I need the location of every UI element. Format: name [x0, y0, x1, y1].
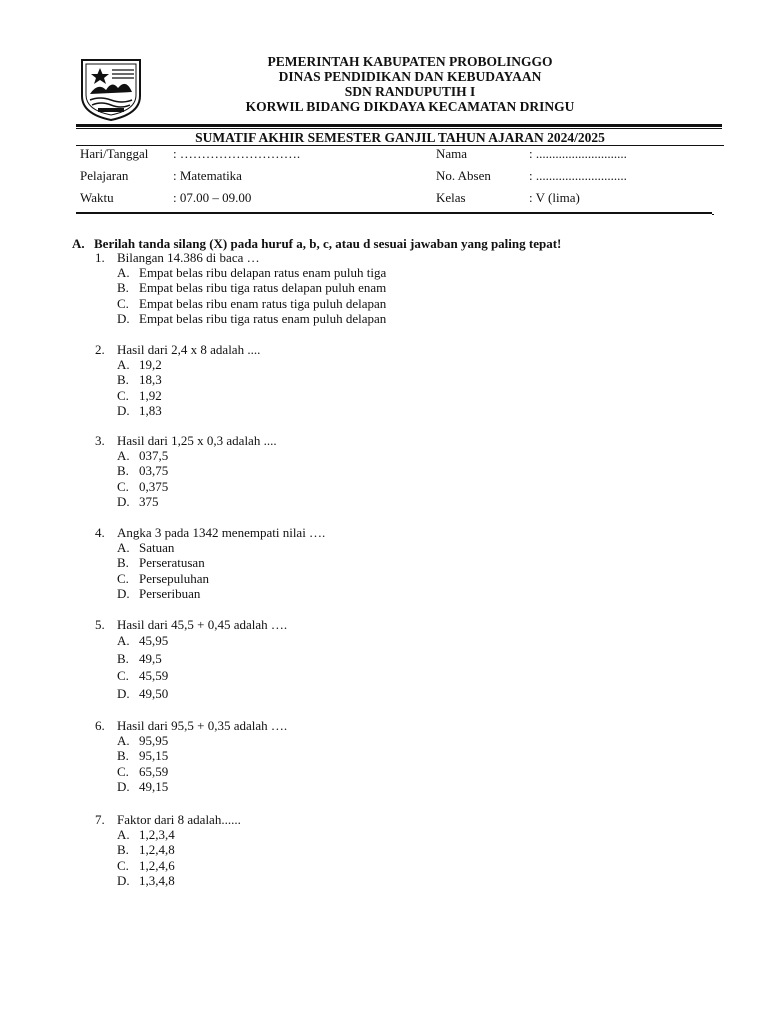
- answer-option: [117, 842, 241, 857]
- option-text: Empat belas ribu delapan ratus enam puluh tiga: [139, 265, 387, 280]
- option-text: 45,95: [139, 633, 169, 648]
- answer-option: [117, 667, 287, 685]
- option-letter: C.: [117, 668, 129, 683]
- letterhead-divider-thick: [76, 124, 722, 127]
- option-text: Perseratusan: [139, 555, 205, 571]
- answer-options: [117, 540, 325, 602]
- answer-option: [117, 540, 325, 555]
- option-text: 1,2,4,8: [139, 842, 175, 858]
- option-letter: A.: [117, 633, 130, 648]
- option-letter: D.: [117, 494, 130, 510]
- answer-option: [117, 463, 277, 478]
- option-text: 1,2,4,6: [139, 857, 175, 873]
- option-text: Perseribuan: [139, 586, 201, 602]
- option-text: Satuan: [139, 540, 175, 555]
- option-text: 037,5: [139, 448, 169, 463]
- class-label: Kelas: [436, 190, 466, 205]
- letterhead-divider-thin: [76, 128, 722, 129]
- section-text: Berilah tanda silang (X) pada huruf a, b, c, atau d sesuai jawaban yang paling tepat!: [94, 236, 562, 251]
- question-text: Hasil dari 2,4 x 8 adalah ....: [117, 342, 261, 357]
- option-letter: A.: [117, 827, 130, 842]
- answer-option: [117, 311, 386, 326]
- name-label: Nama: [436, 146, 468, 161]
- question-text: Faktor dari 8 adalah......: [117, 812, 241, 827]
- header-line-department: DINAS PENDIDIKAN DAN KEBUDAYAAN: [278, 69, 542, 84]
- question-item: [95, 617, 287, 702]
- option-letter: D.: [117, 779, 130, 795]
- answer-option: [117, 827, 241, 842]
- option-letter: B.: [117, 555, 129, 571]
- option-letter: C.: [117, 857, 129, 873]
- option-text: 0,375: [139, 478, 169, 494]
- option-text: Empat belas ribu tiga ratus delapan puluh enam: [139, 280, 387, 296]
- option-letter: A.: [117, 357, 130, 372]
- answer-options: [117, 733, 287, 795]
- option-text: 18,3: [139, 372, 162, 388]
- question-item: [95, 342, 260, 419]
- header-line-government: PEMERINTAH KABUPATEN PROBOLINGGO: [267, 54, 553, 69]
- option-letter: D.: [117, 586, 130, 602]
- option-letter: B.: [117, 650, 129, 666]
- date-label: Hari/Tanggal: [80, 146, 149, 161]
- question-stem: [95, 718, 287, 733]
- exam-title: SUMATIF AKHIR SEMESTER GANJIL TAHUN AJARAN 2024/2025: [195, 130, 605, 145]
- class-value: : V (lima): [529, 190, 580, 205]
- absence-number-label: No. Absen: [436, 168, 491, 183]
- question-item: [95, 812, 241, 889]
- question-text: Bilangan 14.386 di baca …: [117, 250, 260, 265]
- subject-value: : Matematika: [173, 168, 242, 183]
- time-value: : 07.00 – 09.00: [173, 190, 252, 205]
- question-number: 7.: [95, 812, 105, 827]
- answer-option: [117, 650, 287, 668]
- regency-emblem-icon: [78, 56, 144, 122]
- answer-option: [117, 357, 260, 372]
- option-letter: A.: [117, 540, 130, 555]
- option-letter: A.: [117, 733, 130, 748]
- question-number: 4.: [95, 525, 105, 540]
- option-text: Empat belas ribu tiga ratus enam puluh delapan: [139, 311, 387, 327]
- question-item: [95, 250, 386, 327]
- answer-option: [117, 494, 277, 509]
- question-number: 6.: [95, 718, 105, 733]
- question-number: 2.: [95, 342, 105, 357]
- answer-options: [117, 357, 260, 419]
- option-letter: A.: [117, 265, 130, 280]
- option-text: 95,15: [139, 748, 169, 764]
- option-text: 95,95: [139, 733, 169, 748]
- option-letter: D.: [117, 311, 130, 327]
- answer-option: [117, 764, 287, 779]
- question-stem: [95, 525, 325, 540]
- option-letter: B.: [117, 748, 129, 764]
- answer-option: [117, 748, 287, 763]
- option-text: 45,59: [139, 668, 169, 683]
- answer-option: [117, 685, 287, 703]
- question-stem: [95, 250, 386, 265]
- option-letter: D.: [117, 873, 130, 889]
- option-text: 03,75: [139, 463, 169, 479]
- option-text: Persepuluhan: [139, 570, 210, 586]
- option-text: 1,2,3,4: [139, 827, 175, 842]
- section-label: A.: [72, 236, 85, 251]
- name-field: : ............................: [529, 146, 627, 161]
- option-letter: D.: [117, 685, 130, 701]
- option-text: 49,5: [139, 650, 162, 666]
- time-label: Waktu: [80, 190, 114, 205]
- question-text: Hasil dari 45,5 + 0,45 adalah ….: [117, 617, 288, 632]
- answer-option: [117, 733, 287, 748]
- answer-option: [117, 873, 241, 888]
- answer-options: [117, 632, 287, 702]
- question-text: Angka 3 pada 1342 menempati nilai ….: [117, 525, 326, 540]
- info-divider-end: [712, 214, 714, 215]
- question-text: Hasil dari 1,25 x 0,3 adalah ....: [117, 433, 277, 448]
- info-divider: [76, 212, 712, 214]
- question-item: [95, 718, 287, 795]
- answer-options: [117, 448, 277, 510]
- option-letter: A.: [117, 448, 130, 463]
- header-line-district: KORWIL BIDANG DIKDAYA KECAMATAN DRINGU: [245, 99, 575, 114]
- question-stem: [95, 812, 241, 827]
- answer-option: [117, 779, 287, 794]
- answer-options: [117, 265, 386, 327]
- option-letter: C.: [117, 763, 129, 779]
- answer-option: [117, 858, 241, 873]
- answer-option: [117, 571, 325, 586]
- question-item: [95, 525, 325, 602]
- question-number: 3.: [95, 433, 105, 448]
- question-number: 5.: [95, 617, 105, 632]
- option-text: 375: [139, 494, 159, 510]
- absence-number-field: : ............................: [529, 168, 627, 183]
- question-stem: [95, 342, 260, 357]
- option-text: 1,83: [139, 403, 162, 419]
- answer-option: [117, 265, 386, 280]
- option-letter: B.: [117, 372, 129, 388]
- date-value: : ……………………….: [173, 146, 301, 161]
- option-text: 1,92: [139, 387, 162, 403]
- answer-option: [117, 388, 260, 403]
- option-letter: B.: [117, 463, 129, 479]
- answer-option: [117, 632, 287, 650]
- option-text: 19,2: [139, 357, 162, 372]
- answer-option: [117, 296, 386, 311]
- option-letter: B.: [117, 280, 129, 296]
- option-letter: C.: [117, 478, 129, 494]
- answer-option: [117, 448, 277, 463]
- question-number: 1.: [95, 250, 105, 265]
- option-letter: D.: [117, 403, 130, 419]
- option-letter: C.: [117, 570, 129, 586]
- option-letter: B.: [117, 842, 129, 858]
- answer-option: [117, 479, 277, 494]
- option-letter: C.: [117, 295, 129, 311]
- question-stem: [95, 433, 277, 448]
- header-line-school: SDN RANDUPUTIH I: [344, 84, 476, 99]
- question-stem: [95, 617, 287, 632]
- question-item: [95, 433, 277, 510]
- option-text: 49,15: [139, 779, 169, 795]
- question-text: Hasil dari 95,5 + 0,35 adalah ….: [117, 718, 288, 733]
- option-text: 65,59: [139, 763, 169, 779]
- option-letter: C.: [117, 387, 129, 403]
- answer-option: [117, 372, 260, 387]
- option-text: 49,50: [139, 685, 169, 701]
- answer-option: [117, 586, 325, 601]
- answer-option: [117, 555, 325, 570]
- answer-option: [117, 403, 260, 418]
- option-text: 1,3,4,8: [139, 873, 175, 889]
- answer-option: [117, 280, 386, 295]
- subject-label: Pelajaran: [80, 168, 129, 183]
- option-text: Empat belas ribu enam ratus tiga puluh delapan: [139, 295, 387, 311]
- answer-options: [117, 827, 241, 889]
